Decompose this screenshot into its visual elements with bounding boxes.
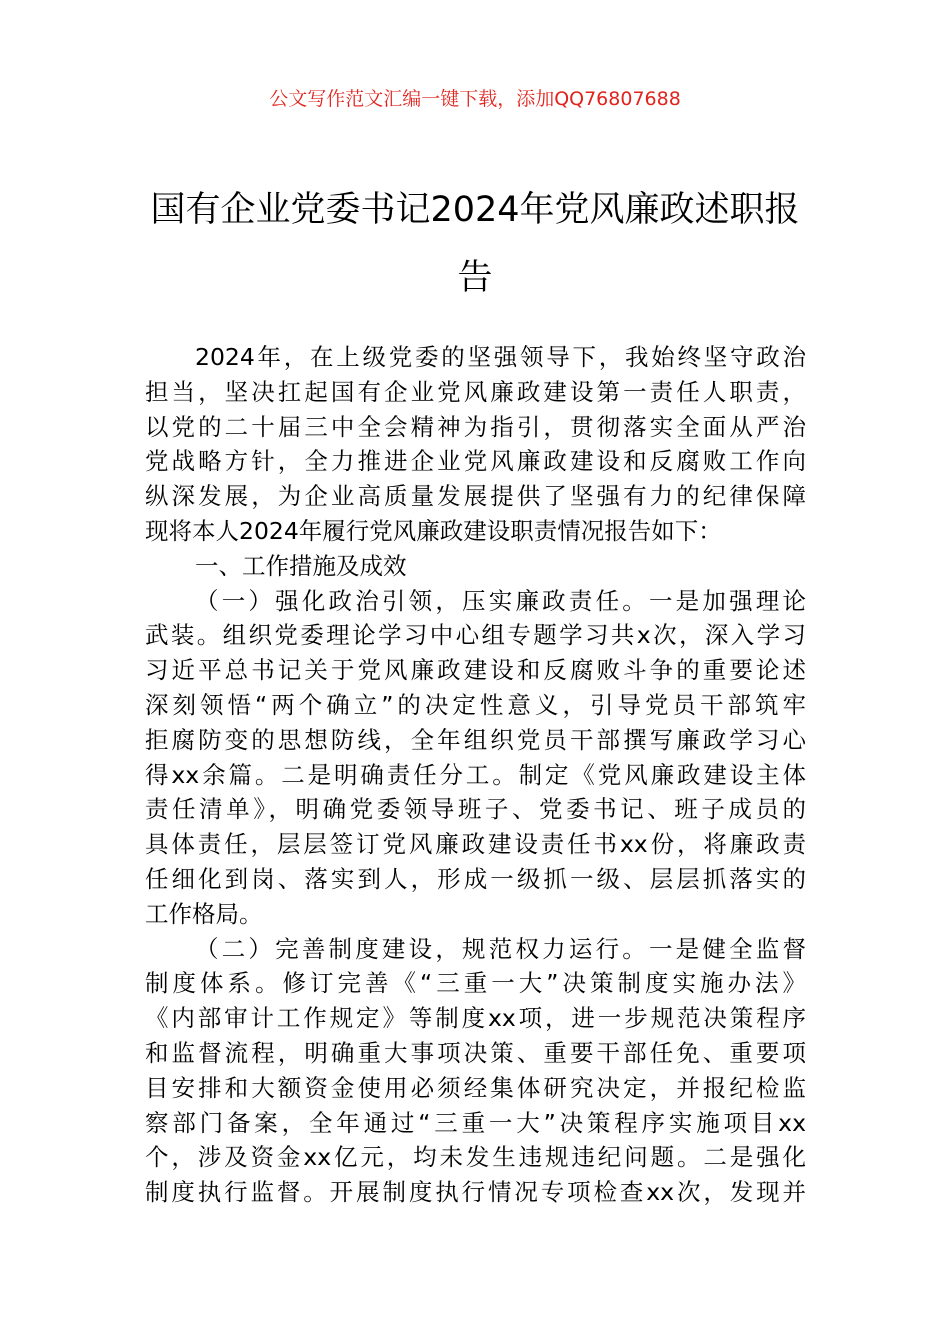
text-line: 察部门备案，全年通过“三重一大”决策程序实施项目xx (145, 1108, 806, 1137)
text-line: 目安排和大额资金使用必须经集体研究决定，并报纪检监 (145, 1073, 806, 1102)
text-line: 党战略方针，全力推进企业党风廉政建设和反腐败工作向 (145, 447, 806, 476)
text-line: 个，涉及资金xx亿元，均未发生违规违纪问题。二是强化 (145, 1143, 806, 1172)
text-line: 担当，坚决扛起国有企业党风廉政建设第一责任人职责， (145, 377, 806, 406)
text-line: （二）完善制度建设，规范权力运行。一是健全监督 (195, 934, 806, 963)
text-line: 制度执行监督。开展制度执行情况专项检查xx次，发现并 (145, 1178, 806, 1207)
text-line: 习近平总书记关于党风廉政建设和反腐败斗争的重要论述 (145, 656, 806, 685)
text-line: （一）强化政治引领，压实廉政责任。一是加强理论 (195, 586, 806, 615)
text-line: 得xx余篇。二是明确责任分工。制定《党风廉政建设主体 (145, 760, 806, 789)
document-title (140, 176, 810, 312)
download-banner: 公文写作范文汇编一键下载，添加QQ76807688 (269, 88, 681, 110)
text-line: 责任清单》，明确党委领导班子、党委书记、班子成员的 (145, 795, 806, 824)
text-line: 一、工作措施及成效 (195, 551, 407, 580)
text-line: 纵深发展，为企业高质量发展提供了坚强有力的纪律保障 (145, 482, 806, 511)
text-line: 深刻领悟“两个确立”的决定性意义，引导党员干部筑牢 (145, 690, 806, 719)
text-line: 《内部审计工作规定》等制度xx项，进一步规范决策程序 (145, 1004, 806, 1033)
text-line: 以党的二十届三中全会精神为指引，贯彻落实全面从严治 (145, 412, 806, 441)
text-line: 工作格局。 (145, 899, 263, 928)
title-line: 告 (457, 258, 493, 298)
text-line: 2024年，在上级党委的坚强领导下，我始终坚守政治 (195, 343, 806, 371)
paragraph (145, 340, 806, 549)
text-line: 制度体系。修订完善《“三重一大”决策制度实施办法》 (145, 969, 806, 998)
paragraph (145, 584, 806, 932)
document-body (145, 340, 806, 1210)
text-line: 任细化到岗、落实到人，形成一级抓一级、层层抓落实的 (145, 864, 806, 893)
section-heading (145, 549, 806, 584)
text-line: 武装。组织党委理论学习中心组专题学习共x次，深入学习 (145, 621, 806, 650)
text-line: 和监督流程，明确重大事项决策、重要干部任免、重要项 (145, 1038, 806, 1067)
text-line: 拒腐防变的思想防线，全年组织党员干部撰写廉政学习心 (145, 725, 806, 754)
text-line: 具体责任，层层签订党风廉政建设责任书xx份，将廉政责 (145, 830, 806, 859)
text-line: 现将本人2024年履行党风廉政建设职责情况报告如下： (145, 516, 722, 545)
paragraph (145, 932, 806, 1210)
title-line: 国有企业党委书记2024年党风廉政述职报 (150, 190, 800, 230)
